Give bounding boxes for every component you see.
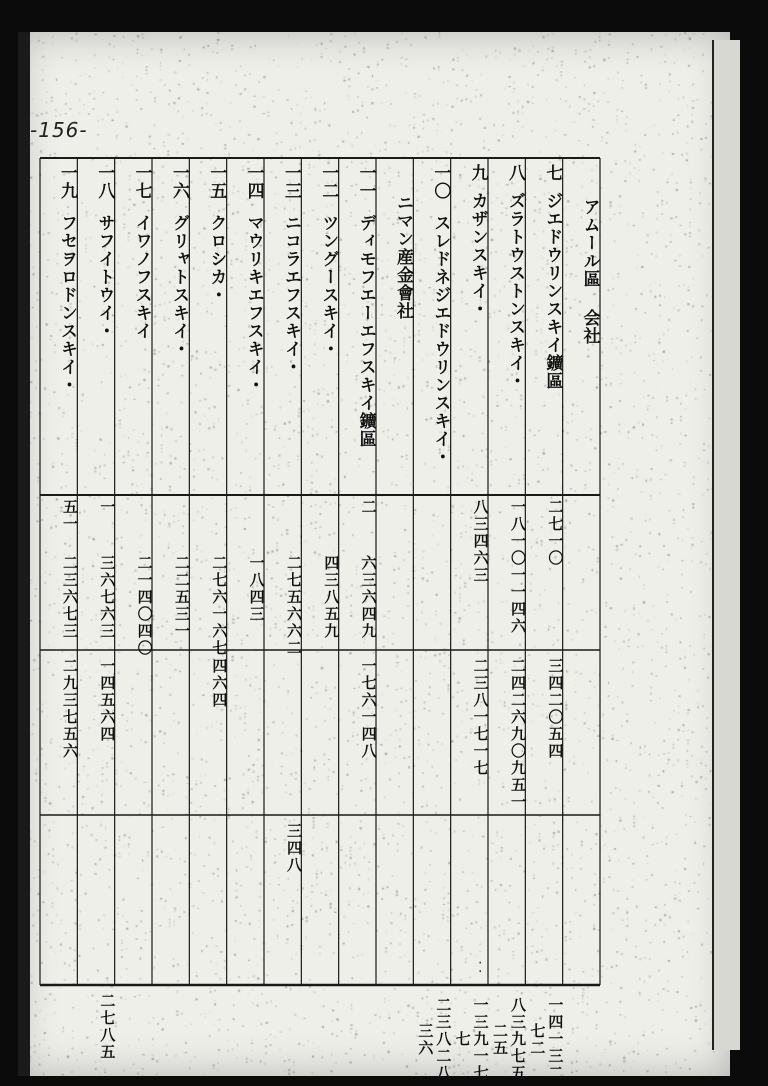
value-cell: 八三九七五二五 [491, 997, 527, 1082]
entry-number: 一四 [243, 164, 264, 200]
value-cell: 一八四三 [247, 555, 266, 623]
entry-name: ニマン産金會社 [393, 194, 413, 320]
value-cell: 五一 [61, 499, 79, 533]
value-cell: 八三四六三 [471, 499, 490, 584]
entry-number: 一五 [206, 164, 227, 200]
value-cell: 二二五三一 [173, 555, 191, 640]
entry-number: 一一 [355, 164, 376, 200]
value-cell: 四三八五九 [322, 555, 341, 640]
entry-number: 七 [542, 164, 563, 182]
value-cell: 二三六七三 [61, 555, 79, 640]
value-cell: 一 [98, 499, 117, 516]
value-cell: 二四二六九〇九五一 [509, 658, 527, 811]
entry-number: 一二 [318, 164, 339, 200]
value-cell: 一七六一四八 [359, 658, 378, 760]
entry-name: イワノフスキイ [131, 214, 152, 340]
entry-number: 一六 [169, 164, 189, 200]
value-cell: 二七六一六七 [210, 555, 229, 657]
header-label: アムール區 会社 [579, 198, 600, 345]
entry-name: ツングースキイ・ [318, 214, 339, 358]
entry-number: 九 [467, 164, 488, 182]
entry-number: 一三 [281, 164, 301, 200]
entry-name: クロシカ・ [206, 214, 227, 304]
value-cell: 一四五六四 [98, 658, 117, 743]
entry-name: カザンスキイ・ [467, 192, 488, 318]
entry-number: 一九 [57, 164, 77, 200]
value-cell: 一八一〇一一四六 [509, 499, 527, 635]
value-cell: 二七五六六二 [285, 555, 303, 657]
value-cell: 四六四 [210, 658, 229, 709]
entry-name: ズラトウストンスキイ・ [505, 192, 525, 390]
entry-name: マウリキエフスキイ・ [243, 214, 264, 394]
entry-number: 一七 [131, 164, 152, 200]
value-cell: 二七八五 [98, 993, 117, 1061]
value-cell: 三六七六三 [98, 555, 117, 640]
entry-name: フセヲロドンスキイ・ [57, 214, 77, 394]
value-cell: 三四八 [285, 823, 303, 874]
value-cell: 一四一三二七二 [528, 997, 565, 1082]
value-cell: 三四二〇五四 [546, 658, 565, 760]
entry-name: スレドネジエドウリンスキイ・ [430, 214, 451, 466]
entry-number: 八 [505, 164, 525, 182]
value-cell: 六三六四九 [359, 555, 378, 640]
value-cell: 二 [359, 499, 378, 516]
value-cell: 二九三七五六 [61, 658, 79, 760]
footer-mark: ⁚ [478, 960, 483, 976]
entry-name: ジエドウリンスキイ鑛區 [542, 192, 563, 390]
entry-name: ディモフエーエフスキイ鑛區 [355, 214, 376, 448]
value-cell: 二七一〇 [546, 499, 565, 567]
value-cell: 二三八一七一七 [471, 658, 490, 777]
value-cell: 一三九一七七 [453, 997, 490, 1082]
entry-name: グリャトスキイ・ [169, 214, 189, 358]
page-number: -156- [30, 118, 88, 142]
entry-number: 一〇 [430, 164, 451, 200]
entry-name: サフイトウイ・ [94, 214, 115, 340]
entry-name: ニコラエフスキイ・ [281, 214, 301, 376]
value-cell: 二三八二八三六 [416, 997, 453, 1082]
entry-number: 一八 [94, 164, 115, 200]
value-cell: 二一四〇四〇 [135, 555, 154, 657]
